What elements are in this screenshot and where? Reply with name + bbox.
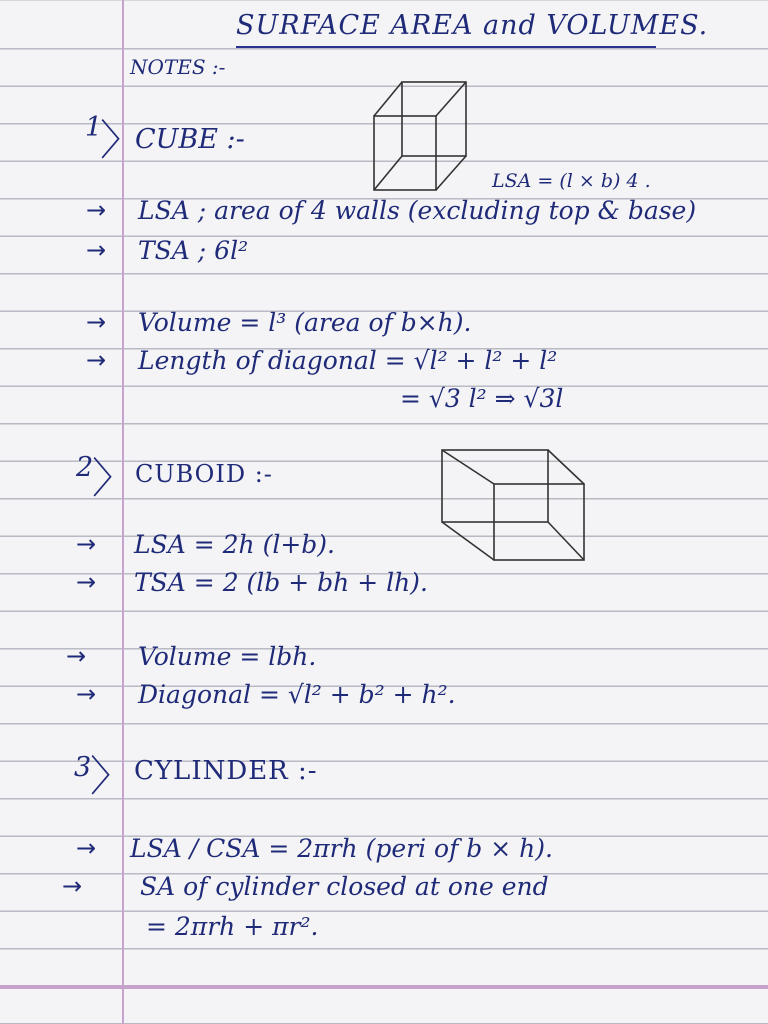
- cube-diagram: [370, 78, 470, 194]
- section-bracket-2: 〉: [92, 454, 135, 503]
- notes-label: NOTES :-: [130, 55, 226, 79]
- bullet-arrow-icon: →: [62, 872, 83, 900]
- bullet-arrow-icon: →: [76, 530, 97, 558]
- page-title: SURFACE AREA and VOLUMES.: [236, 10, 709, 41]
- cuboid-line-3: Volume = lbh.: [138, 642, 317, 671]
- section-bracket-1: 〉: [100, 116, 143, 165]
- cylinder-continuation: = 2πrh + πr².: [146, 912, 319, 941]
- bullet-arrow-icon: →: [86, 236, 107, 264]
- cube-diagonal-continuation: = √3 l² ⇒ √3l: [400, 384, 564, 413]
- section-number-2: 2: [76, 452, 94, 483]
- page-bottom-edge: [0, 985, 768, 989]
- cylinder-line-2: SA of cylinder closed at one end: [140, 872, 549, 901]
- section-bracket-3: 〉: [90, 752, 133, 801]
- bullet-arrow-icon: →: [66, 642, 87, 670]
- section-heading-cube: CUBE :-: [135, 124, 245, 155]
- cube-line-4: Length of diagonal = √l² + l² + l²: [138, 346, 558, 375]
- cuboid-line-2: TSA = 2 (lb + bh + lh).: [134, 568, 428, 597]
- section-heading-cuboid: CUBOID :-: [135, 460, 273, 488]
- section-number-1: 1: [85, 112, 103, 143]
- cube-line-1: LSA ; area of 4 walls (excluding top & base): [138, 196, 697, 225]
- bullet-arrow-icon: →: [86, 308, 107, 336]
- cuboid-line-4: Diagonal = √l² + b² + h².: [138, 680, 456, 709]
- section-heading-cylinder: CYLINDER :-: [134, 756, 318, 786]
- bullet-arrow-icon: →: [76, 834, 97, 862]
- cube-lsa-side-note: LSA = (l × b) 4 .: [492, 170, 651, 192]
- title-underline: [236, 46, 656, 48]
- cuboid-line-1: LSA = 2h (l+b).: [134, 530, 335, 559]
- bullet-arrow-icon: →: [86, 346, 107, 374]
- cube-line-2: TSA ; 6l²: [138, 236, 249, 265]
- bullet-arrow-icon: →: [76, 680, 97, 708]
- cylinder-line-1: LSA / CSA = 2πrh (peri of b × h).: [130, 834, 553, 863]
- bullet-arrow-icon: →: [86, 196, 107, 224]
- cube-line-3: Volume = l³ (area of b×h).: [138, 308, 472, 337]
- section-number-3: 3: [74, 752, 92, 783]
- cuboid-diagram: [438, 446, 590, 566]
- bullet-arrow-icon: →: [76, 568, 97, 596]
